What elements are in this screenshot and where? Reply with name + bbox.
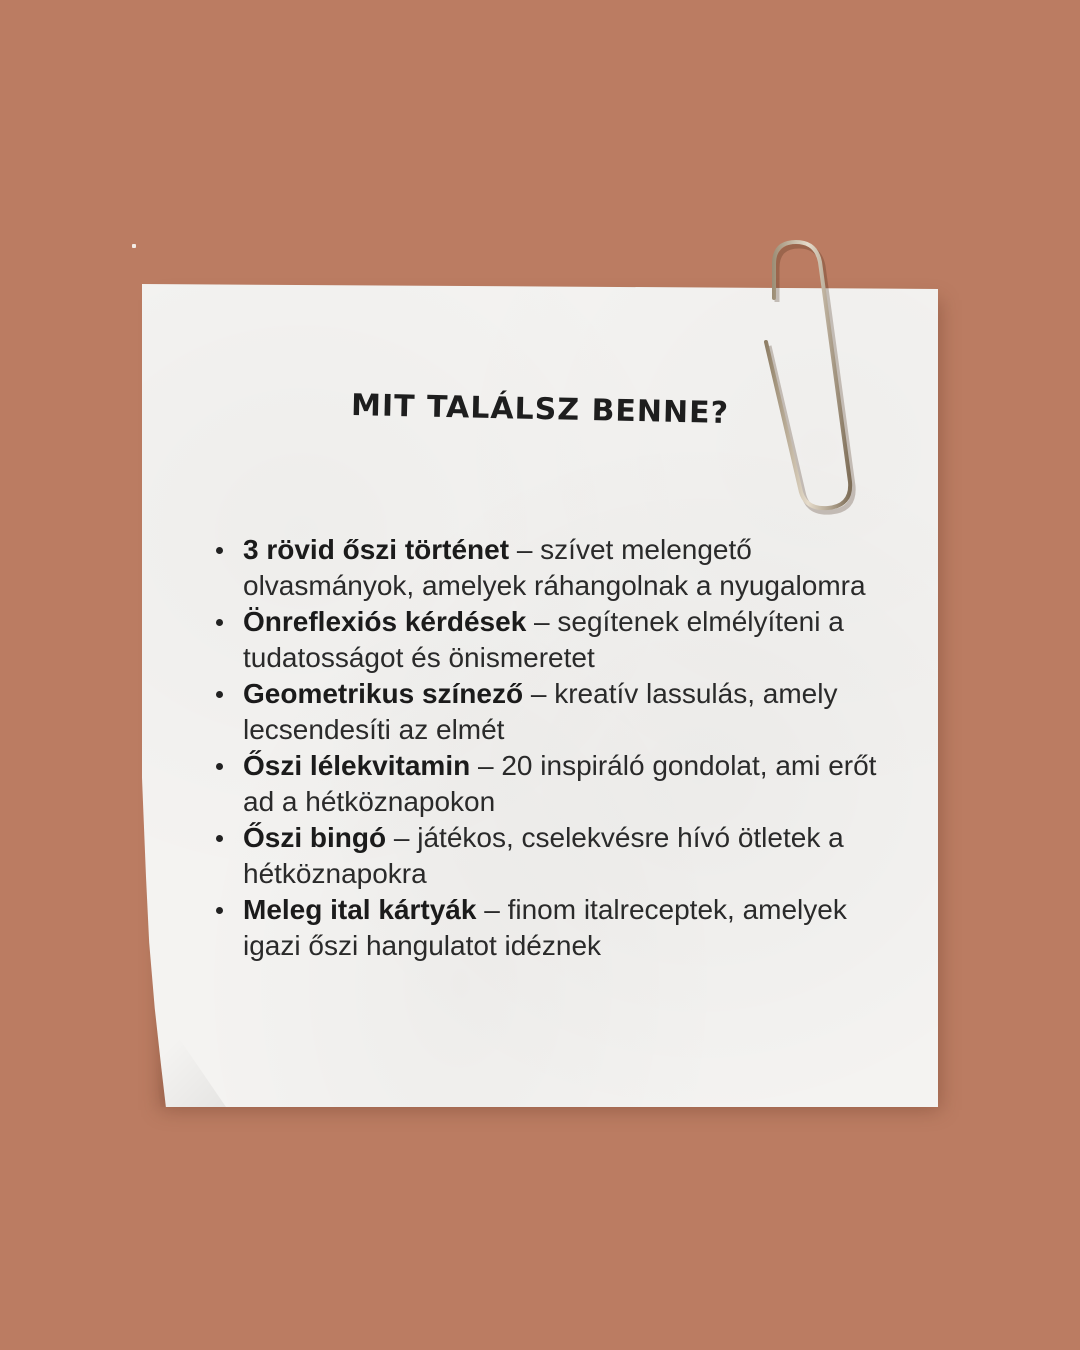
list-item xyxy=(212,892,892,964)
bullet-icon xyxy=(216,691,223,698)
bullet-icon xyxy=(216,835,223,842)
list-item xyxy=(212,820,892,892)
list-item xyxy=(212,676,892,748)
bullet-icon xyxy=(216,619,223,626)
list-item-text: – játékos, cselekvésre hívó ötletek a hétköznapokra xyxy=(243,822,844,889)
contents-list xyxy=(212,532,892,964)
list-item-title: Őszi lélekvitamin xyxy=(243,750,471,781)
list-item-text: – kreatív lassulás, amely lecsendesíti az elmét xyxy=(243,678,838,745)
decorative-speck xyxy=(132,244,136,248)
list-item-title: 3 rövid őszi történet xyxy=(243,534,510,565)
list-item xyxy=(212,604,892,676)
paperclip-icon xyxy=(752,234,862,516)
list-item-title: Önreflexiós kérdések xyxy=(243,606,527,637)
list-item-text: – szívet melengető olvasmányok, amelyek ráhangolnak a nyugalomra xyxy=(243,534,866,601)
note-title: MIT TALÁLSZ BENNE? xyxy=(350,388,730,431)
bullet-icon xyxy=(216,547,223,554)
list-item-title: Őszi bingó xyxy=(243,822,387,853)
list-item-text: – 20 inspiráló gondolat, ami erőt ad a hétköznapokon xyxy=(243,750,877,817)
list-item-title: Meleg ital kártyák xyxy=(243,894,477,925)
list-item xyxy=(212,532,892,604)
bullet-icon xyxy=(216,907,223,914)
list-item xyxy=(212,748,892,820)
list-item-text: – finom italreceptek, amelyek igazi őszi hangulatot idéznek xyxy=(243,894,847,961)
list-item-text: – segítenek elmélyíteni a tudatosságot és önismeretet xyxy=(243,606,844,673)
list-item-title: Geometrikus színező xyxy=(243,678,524,709)
bullet-icon xyxy=(216,763,223,770)
